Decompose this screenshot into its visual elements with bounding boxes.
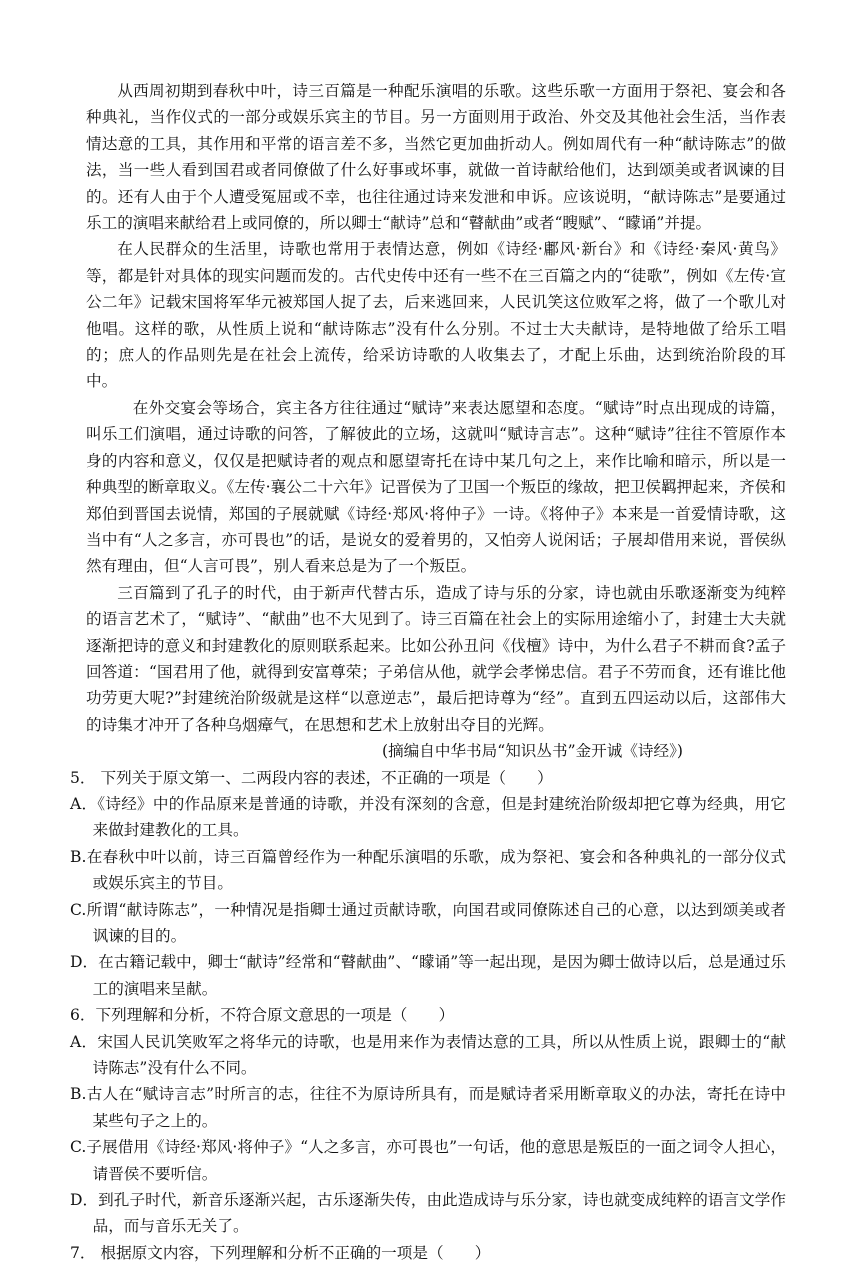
option-a: A．宋国人民讥笑败军之将华元的诗歌，也是用来作为表情达意的工具，所以从性质上说，跟卿士的“献诗陈志”没有什么不同。: [70, 1032, 786, 1078]
passage-paragraph-3: 在外交宴会等场合，宾主各方往往通过“赋诗”来表达愿望和态度。“赋诗”时点出现成的诗篇，叫乐工们演唱，通过诗歌的问答，了解彼此的立场，这就叫“赋诗言志”。这种“赋诗”往往不管原作本身的内容和意义，仅仅是把赋诗者的观点和愿望寄托在诗中某几句之上，来作比喻和暗示，所以是一种典型的断章取义。《左传·襄公二十六年》记晋侯为了卫国一个叛臣的缘故，把卫侯羁押起来，齐侯和郑伯到晋国去说情，郑国的子展就赋《诗经·郑风·将仲子》一诗。《将仲子》本来是一首爱情诗歌，这当中有“人之多言，亦可畏也”的话，是说女的爱着男的，又怕旁人说闲话；子展却借用来说，晋侯纵然有理由，但“人言可畏”，别人看来总是为了一个叛臣。: [86, 398, 786, 576]
option-a: A．《诗经》中的作品原来是普通的诗歌，并没有深刻的含意，但是封建统治阶级却把它尊为经典，用它来做封建教化的工具。: [70, 794, 786, 840]
option-c: C.子展借用《诗经·郑风·将仲子》“人之多言，亦可畏也”一句话，他的意思是叛臣的一面之词令人担心，请晋侯不要听信。: [70, 1138, 786, 1183]
source-citation: (摘编自中华书局“知识丛书”金开诚《诗经》): [382, 742, 683, 761]
passage-paragraph-1: 从西周初期到春秋中叶，诗三百篇是一种配乐演唱的乐歌。这些乐歌一方面用于祭祀、宴会和各种典礼，当作仪式的一部分或娱乐宾主的节目。另一方面则用于政治、外交及其他社会生活，当作表情达意的工具，其作用和平常的语言差不多，当然它更加曲折动人。例如周代有一种“献诗陈志”的做法，当一些人看到国君或者同僚做了什么好事或坏事，就做一首诗献给他们，达到颂美或者讽谏的目的。还有人由于个人遭受冤屈或不幸，也往往通过诗来发泄和申诉。应该说明，“献诗陈志”是要通过乐工的演唱来献给君上或同僚的，所以卿士“献诗”总和“瞽献曲”或者“瞍赋”、“矇诵”并提。: [86, 82, 786, 233]
question-stem: 5． 下列关于原文第一、二两段内容的表述，不正确的一项是（ ）: [70, 768, 553, 787]
questions: [70, 765, 786, 1266]
question-stem: 7． 根据原文内容，下列理解和分析不正确的一项是（ ）: [70, 1243, 491, 1262]
option-b: B.古人在“赋诗言志”时所言的志，往往不为原诗所具有，而是赋诗者采用断章取义的办法，寄托在诗中某些句子之上的。: [70, 1085, 786, 1130]
option-c: C.所谓“献诗陈志”，一种情况是指卿士通过贡献诗歌，向国君或同僚陈述自己的心意，以达到颂美或者讽谏的目的。: [70, 900, 786, 945]
passage: [86, 78, 786, 765]
passage-paragraph-4: 三百篇到了孔子的时代，由于新声代替古乐，造成了诗与乐的分家，诗也就由乐歌逐渐变为纯粹的语言艺术了，“赋诗”、“献曲”也不大见到了。诗三百篇在社会上的实际用途缩小了，封建士大夫就逐渐把诗的意义和封建教化的原则联系起来。比如公孙丑问《伐檀》诗中，为什么君子不耕而食?孟子回答道：“国君用了他，就得到安富尊荣；子弟信从他，就学会孝悌忠信。君子不劳而食，还有谁比他功劳更大呢?”封建统治阶级就是这样“以意逆志”，最后把诗尊为“经”。直到五四运动以后，这部伟大的诗集才冲开了各种乌烟瘴气，在思想和艺术上放射出夺目的光辉。: [86, 583, 786, 734]
option-b: B.在春秋中叶以前，诗三百篇曾经作为一种配乐演唱的乐歌，成为祭祀、宴会和各种典礼的一部分仪式或娱乐宾主的节目。: [70, 847, 786, 893]
option-d: D．在古籍记载中，卿士“献诗”经常和“瞽献曲”、“矇诵”等一起出现，是因为卿士做诗以后，总是通过乐工的演唱来呈献。: [70, 953, 786, 998]
question-5: [70, 765, 786, 1003]
document-body: [70, 78, 786, 1266]
question-7: [70, 1240, 786, 1266]
passage-paragraph-2: 在人民群众的生活里，诗歌也常用于表情达意，例如《诗经·鄘风·新台》和《诗经·秦风·黄鸟》等，都是针对具体的现实问题而发的。古代史传中还有一些不在三百篇之内的“徒歌”，例如《左传·宣公二年》记载宋国将军华元被郑国人捉了去，后来逃回来，人民讥笑这位败军之将，做了一个歌儿对他唱。这样的歌，从性质上说和“献诗陈志”没有什么分别。不过士大夫献诗，是特地做了给乐工唱的；庶人的作品则先是在社会上流传，给采访诗歌的人收集去了，才配上乐曲，达到统治阶段的耳中。: [86, 240, 786, 391]
question-6: [70, 1002, 786, 1240]
question-stem: 6．下列理解和分析，不符合原文意思的一项是（ ）: [70, 1006, 455, 1025]
option-d: D．到孔子时代，新音乐逐渐兴起，古乐逐渐失传，由此造成诗与乐分家，诗也就变成纯粹的语言文学作品，而与音乐无关了。: [70, 1191, 786, 1236]
